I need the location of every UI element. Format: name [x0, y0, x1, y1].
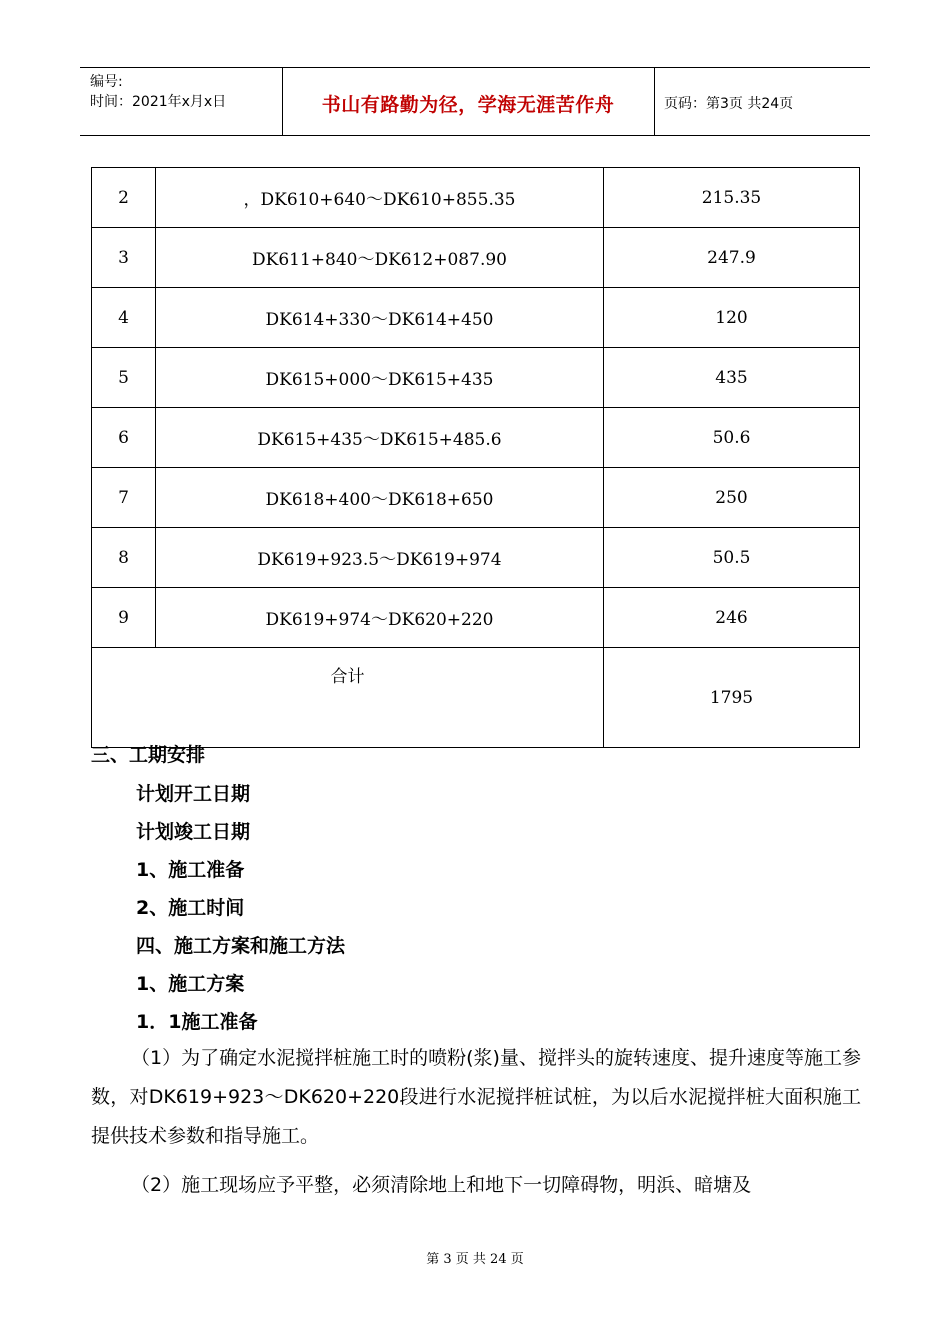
table-row — [92, 168, 860, 228]
section-length: 246 — [604, 588, 860, 648]
page-header — [80, 67, 870, 136]
time-label: 时间：2021年x月x日 — [90, 94, 227, 110]
table-row — [92, 468, 860, 528]
subheading-1-1: 1．1施工准备 — [136, 1011, 258, 1033]
table-row — [92, 528, 860, 588]
heading-schedule: 三、工期安排 — [91, 744, 206, 766]
row-number: 9 — [92, 588, 156, 648]
total-value: 1795 — [604, 648, 860, 748]
header-motto: 书山有路勤为径，学海无涯苦作舟 — [321, 94, 615, 116]
section-length: 247.9 — [604, 228, 860, 288]
mileage-range: DK611+840～DK612+087.90 — [156, 228, 604, 288]
mileage-range: DK614+330～DK614+450 — [156, 288, 604, 348]
section-length: 50.5 — [604, 528, 860, 588]
planned-end-date: 计划竣工日期 — [136, 821, 251, 843]
row-number: 3 — [92, 228, 156, 288]
row-number: 7 — [92, 468, 156, 528]
page-footer: 第 3 页 共 24 页 — [426, 1252, 524, 1267]
table-row — [92, 588, 860, 648]
total-row — [92, 648, 860, 748]
row-number: 5 — [92, 348, 156, 408]
mileage-range: DK619+974～DK620+220 — [156, 588, 604, 648]
row-number: 6 — [92, 408, 156, 468]
table-row — [92, 408, 860, 468]
row-number: 4 — [92, 288, 156, 348]
header-meta — [90, 72, 226, 112]
planned-start-date: 计划开工日期 — [136, 783, 251, 805]
header-page-info: 页码：第3页 共24页 — [664, 96, 794, 112]
section-length: 120 — [604, 288, 860, 348]
mileage-range: DK618+400～DK618+650 — [156, 468, 604, 528]
section-length: 215.35 — [604, 168, 860, 228]
heading-construction-method: 四、施工方案和施工方法 — [136, 935, 346, 957]
row-number: 2 — [92, 168, 156, 228]
total-label: 合计 — [92, 648, 604, 748]
paragraph-1: （1）为了确定水泥搅拌桩施工时的喷粉(浆)量、搅拌头的旋转速度、提升速度等施工参数，对DK619+923～DK620+220段进行水泥搅拌桩试桩，为以后水泥搅拌桩大面积施工提供技术参数和指导施工。 — [91, 1047, 861, 1147]
section-length: 50.6 — [604, 408, 860, 468]
mileage-range: DK615+000～DK615+435 — [156, 348, 604, 408]
mileage-range: DK619+923.5～DK619+974 — [156, 528, 604, 588]
number-label: 编号: — [90, 74, 123, 90]
item-construction-time: 2、施工时间 — [136, 897, 245, 919]
mileage-range: DK615+435～DK615+485.6 — [156, 408, 604, 468]
section-length: 250 — [604, 468, 860, 528]
table-row — [92, 348, 860, 408]
item-construction-plan: 1、施工方案 — [136, 973, 245, 995]
header-divider — [654, 68, 655, 135]
item-construction-prep: 1、施工准备 — [136, 859, 245, 881]
table-row — [92, 288, 860, 348]
mileage-range: ，DK610+640～DK610+855.35 — [156, 168, 604, 228]
row-number: 8 — [92, 528, 156, 588]
section-length: 435 — [604, 348, 860, 408]
table-row — [92, 228, 860, 288]
paragraph-2: （2）施工现场应予平整，必须清除地上和地下一切障碍物，明浜、暗塘及 — [131, 1174, 752, 1196]
section-length-table — [91, 167, 860, 748]
